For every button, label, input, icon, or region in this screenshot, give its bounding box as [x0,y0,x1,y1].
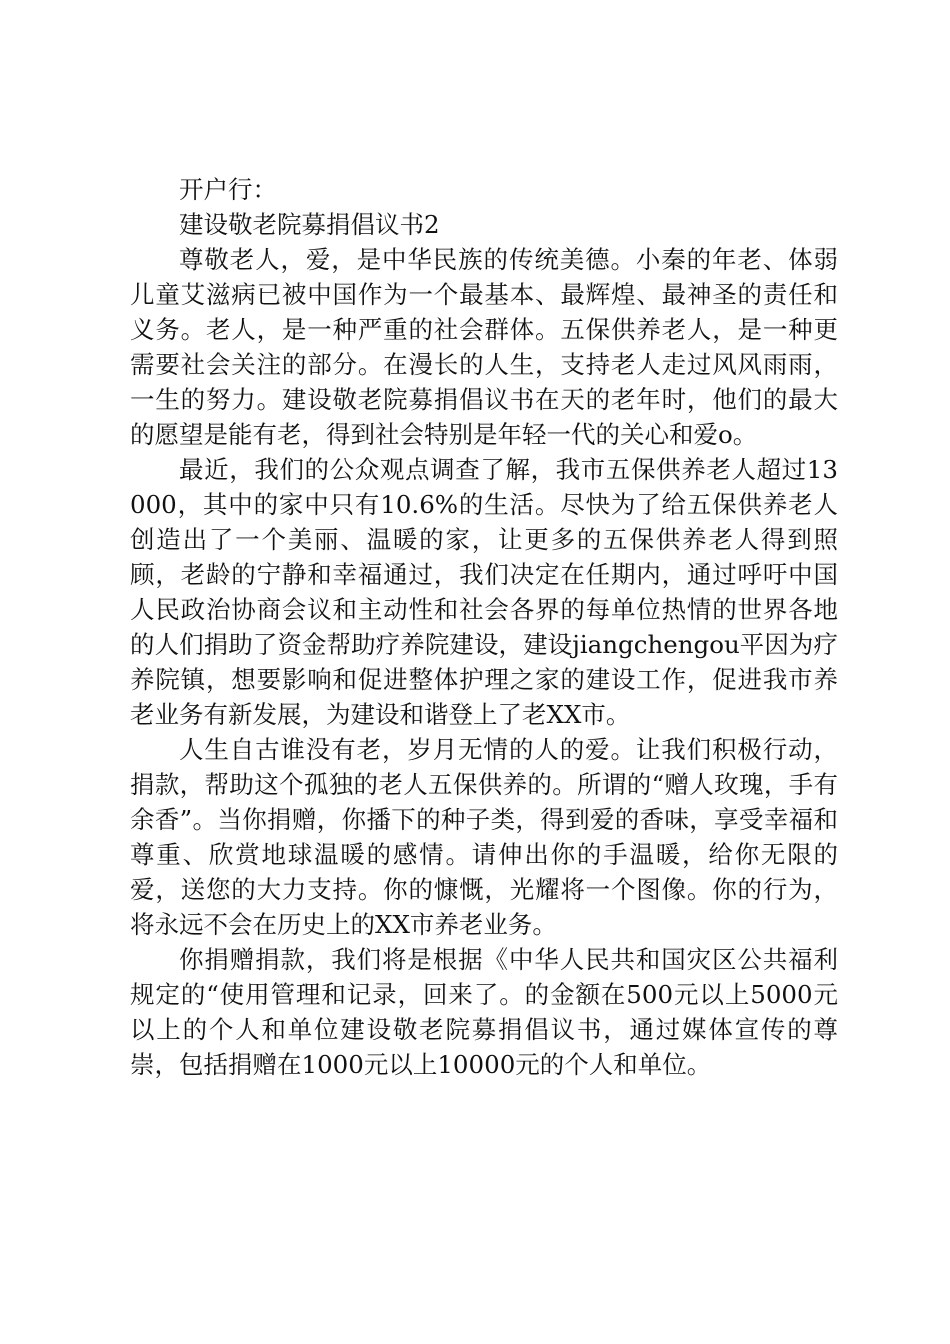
bank-line: 开户行： [179,175,277,204]
paragraph-1: 尊敬老人，爱，是中华民族的传统美德。小秦的年老、体弱儿童艾滋病已被中国作为一个最基本、最辉煌、最神圣的责任和义务。老人，是一种严重的社会群体。五保供养老人，是一种更需要社会关注的部分。在漫长的人生，支持老人走过风风雨雨，一生的努力。建设敬老院募捐倡议书在天的老年时，他们的最大的愿望是能有老，得到社会特别是年轻一代的关心和爱o。 [130,245,838,449]
document-title: 建设敬老院募捐倡议书2 [179,210,440,239]
paragraph-3: 人生自古谁没有老，岁月无情的人的爱。让我们积极行动，捐款，帮助这个孤独的老人五保供养的。所谓的“赠人玫瑰，手有余香”。当你捐赠，你播下的种子类，得到爱的香味，享受幸福和尊重、欣赏地球温暖的感情。请伸出你的手温暖，给你无限的爱，送您的大力支持。你的慷慨，光耀将一个图像。你的行为，将永远不会在历史上的XX市养老业务。 [130,735,838,939]
paragraph-2: 最近，我们的公众观点调查了解，我市五保供养老人超过13000，其中的家中只有10.6%的生活。尽快为了给五保供养老人创造出了一个美丽、温暖的家，让更多的五保供养老人得到照顾，老龄的宁静和幸福通过，我们决定在任期内，通过呼吁中国人民政治协商会议和主动性和社会各界的每单位热情的世界各地的人们捐助了资金帮助疗养院建设，建设jiangchengou平因为疗养院镇，想要影响和促进整体护理之家的建设工作，促进我市养老业务有新发展，为建设和谐登上了老XX市。 [130,455,838,729]
paragraph-4: 你捐赠捐款，我们将是根据《中华人民共和国灾区公共福利规定的“使用管理和记录，回来了。的金额在500元以上5000元以上的个人和单位建设敬老院募捐倡议书，通过媒体宣传的尊崇，包括捐赠在1000元以上10000元的个人和单位。 [130,945,838,1079]
document-body [130,172,838,1082]
